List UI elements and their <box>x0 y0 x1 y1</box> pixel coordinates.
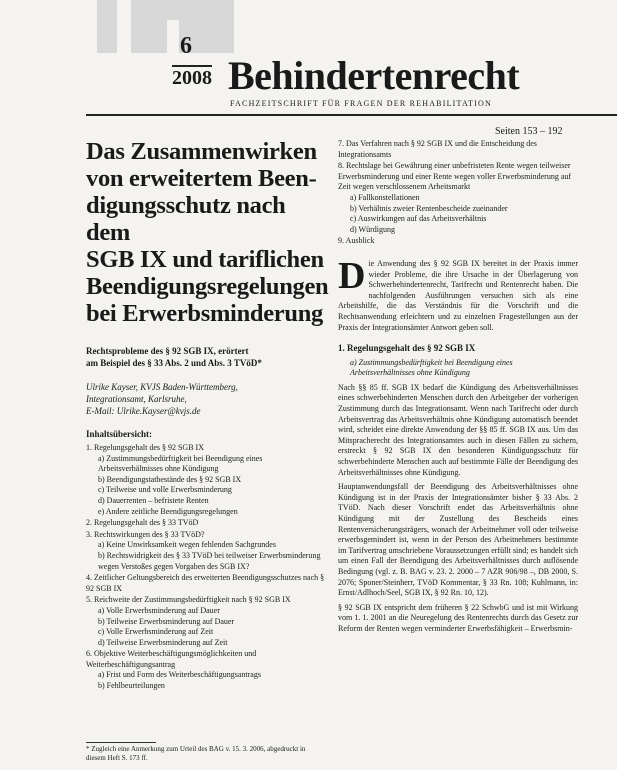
body-paragraph: Hauptanwendungsfall der Beendigung des Arbeitsverhältnisses ohne Kündigung ist in der Praxis der Integrationsämter bisher § 33 Abs. 2 TVöD. Nach dieser Vorschrift endet das Arbeitsverhältnis ohne Kündigung mit der Zustellung des Bescheids eines Rentenversicherungsträgers, wonach der Arbeitnehmer voll oder teilweise erwerbsgemindert ist, wenn in der Person des Arbeitnehmers bestimmte im Tarifvertrag umschriebene Voraussetzungen erfüllt sind; es handelt sich um einen Fall der Beendigung des Arbeitsverhältnisses durch auflösende Bedingung (vgl. z. B. BAG v. 23. 2. 2000 – 7 AZR 906/98 –, DB 2000, S. 2076; Sponer/Steinherr, TVöD Kommentar, § 33 Rn. 108; Kuhlmann, in: Ernst/Adlhoch/Seel, SGB IX, § 92 Rn. 10, 12). <box>338 482 578 598</box>
toc-item: 9. Ausblick <box>338 236 375 246</box>
left-column <box>86 138 329 692</box>
subtitle-line: am Beispiel des § 33 Abs. 2 und Abs. 3 TVöD* <box>86 358 262 368</box>
journal-logo <box>97 0 234 53</box>
toc-item: 1. Regelungsgehalt des § 92 SGB IX <box>86 443 204 452</box>
toc-item: 3. Rechtswirkungen des § 33 TVöD? <box>86 529 205 539</box>
title-line: SGB IX und tariflichen <box>86 246 324 273</box>
toc-item: 7. Das Verfahren nach § 92 SGB IX und die Entscheidung des Integrationsamts <box>338 139 537 159</box>
toc-subitem: b) Verhältnis zweier Rentenbescheide zueinander <box>350 203 508 213</box>
intro-text: ie Anwendung des § 92 SGB IX bereitet in der Praxis immer wieder Probleme, die ihre Ursache in der Überlagerung von Schwerbehindertenrecht, Tarifrecht und Rentenrecht haben. Die nachfolgenden Ausführungen versuchen sich als eine Arbeitshilfe, die das Verständnis für die Vorschrift und die Rechtsanwendung erleichtern und zu einzelnen Fragestellungen aus der Praxis der Integrationsämter Antwort geben soll. <box>338 258 578 332</box>
subsection-heading: a) Zustimmungsbedürftigkeit bei Beendigung eines Arbeitsverhältnisses ohne Kündigung <box>350 357 513 378</box>
title-line: digungsschutz nach dem <box>86 192 286 246</box>
toc-item: 6. Objektive Weiterbeschäftigungsmöglichkeiten und Weiterbeschäftigungsantrag <box>86 649 257 669</box>
toc-item: 5. Reichweite der Zustimmungsbedürftigkeit nach § 92 SGB IX <box>86 595 291 605</box>
toc-subitem: c) Volle Erwerbsminderung auf Zeit <box>98 627 214 637</box>
author-line: Integrationsamt, Karlsruhe, <box>86 394 187 404</box>
toc-subitem: b) Rechtswidrigkeit des § 33 TVöD bei teilweiser Erwerbsminderung wegen Verstoßes gegen Vorgaben des SGB IX? <box>98 550 321 571</box>
journal-subtitle: FACHZEITSCHRIFT FÜR FRAGEN DER REHABILITATION <box>230 99 492 108</box>
section-heading: 1. Regelungsgehalt des § 92 SGB IX <box>338 343 476 354</box>
author-line: Ulrike Kayser, KVJS Baden-Württemberg, <box>86 382 238 392</box>
toc-subitem: c) Auswirkungen auf das Arbeitsverhältnis <box>350 214 487 224</box>
logo-cutout <box>167 20 179 53</box>
body-paragraph: § 92 SGB IX entspricht dem früheren § 22 SchwbG und ist mit Wirkung vom 1. 1. 2001 an die Neuregelung des Rentenrechts durch das Gesetz zur Reform der Renten wegen verminderter Erwerbsfähigkeit – Erwerbsmin- <box>338 602 578 633</box>
logo-cutout <box>117 0 131 53</box>
contents-heading: Inhaltsübersicht: <box>86 429 153 439</box>
toc-subitem: d) Dauerrenten – befristete Renten <box>98 495 209 505</box>
toc-subitem: c) Teilweise und volle Erwerbsminderung <box>98 485 232 495</box>
author-info <box>86 381 326 417</box>
article-title <box>86 138 329 327</box>
body-paragraph: Nach §§ 85 ff. SGB IX bedarf die Kündigung des Arbeitsverhältnisses eines schwerbehinderten Menschen durch den Arbeitgeber der vorherigen Zustimmung durch das Integrationsamt. Wenn nach Tarifrecht oder durch Arbeitsvertrag das Arbeitsverhältnis ohne Kündigung automatisch beendet wird, scheidet eine direkte Anwendung der §§ 85 ff. SGB IX aus. Um das Mitspracherecht des Integrationsamtes auch in diesen Fällen zu sichern, erstreckt § 92 SGB IX den besonderen Kündigungsschutz für schwerbehinderte Menschen auch auf bestimmte Fälle der Beendigung des Arbeitsverhältnisses ohne Kündigung. <box>338 382 578 477</box>
title-line: bei Erwerbsminderung <box>86 300 323 327</box>
toc-subitem: a) Volle Erwerbsminderung auf Dauer <box>98 605 220 615</box>
header-rule <box>86 114 617 116</box>
toc-subitem: e) Andere zeitliche Beendigungsregelungen <box>98 506 238 516</box>
toc-item: 8. Rechtslage bei Gewährung einer unbefristeten Rente wegen teilweiser Erwerbsminderung und einer Rente wegen voller Erwerbsminderung auf Zeit wegen verschlossenem Arbeitsmarkt <box>338 161 572 192</box>
toc-subitem: d) Teilweise Erwerbsminderung auf Zeit <box>98 637 228 647</box>
title-line: Das Zusammenwirken <box>86 138 317 165</box>
title-line: von erweitertem Been- <box>86 165 317 192</box>
intro-paragraph <box>338 254 578 333</box>
footnote-rule <box>86 742 156 743</box>
toc-item: 4. Zeitlicher Geltungsbereich des erweiterten Beendigungsschutzes nach § 92 SGB IX <box>86 573 325 593</box>
continued-contents <box>338 139 578 247</box>
toc-subitem: a) Frist und Form des Weiterbeschäftigungsantrags <box>98 670 261 680</box>
toc-subitem: a) Keine Unwirksamkeit wegen fehlenden Sachgrundes <box>98 540 276 550</box>
title-line: Beendigungsregelungen <box>86 273 329 300</box>
article-subtitle <box>86 345 326 369</box>
right-column <box>338 138 578 635</box>
toc-subitem: b) Teilweise Erwerbsminderung auf Dauer <box>98 616 235 626</box>
footnote: * Zugleich eine Anmerkung zum Urteil des BAG v. 15. 3. 2006, abgedruckt in diesem Heft S. 173 ff. <box>86 745 306 762</box>
toc-subitem: b) Fehlbeurteilungen <box>98 681 165 691</box>
drop-cap: D <box>338 254 366 297</box>
author-email: E-Mail: Ulrike.Kayser@kvjs.de <box>86 406 201 416</box>
issue-number: 6 <box>180 33 192 59</box>
subtitle-line: Rechtsprobleme des § 92 SGB IX, erörtert <box>86 346 249 356</box>
toc-subitem: a) Fallkonstellationen <box>350 192 420 202</box>
table-of-contents <box>86 443 326 692</box>
toc-subitem: a) Zustimmungsbedürftigkeit bei Beendigung eines Arbeitsverhältnisses ohne Kündigung <box>98 453 263 474</box>
page-range: Seiten 153 – 192 <box>495 126 563 137</box>
toc-subitem: d) Würdigung <box>350 224 395 234</box>
issue-year: 2008 <box>172 67 212 89</box>
toc-subitem: b) Beendigungstatbestände des § 92 SGB IX <box>98 474 242 484</box>
toc-item: 2. Regelungsgehalt des § 33 TVöD <box>86 518 199 528</box>
journal-title: Behindertenrecht <box>228 53 520 98</box>
